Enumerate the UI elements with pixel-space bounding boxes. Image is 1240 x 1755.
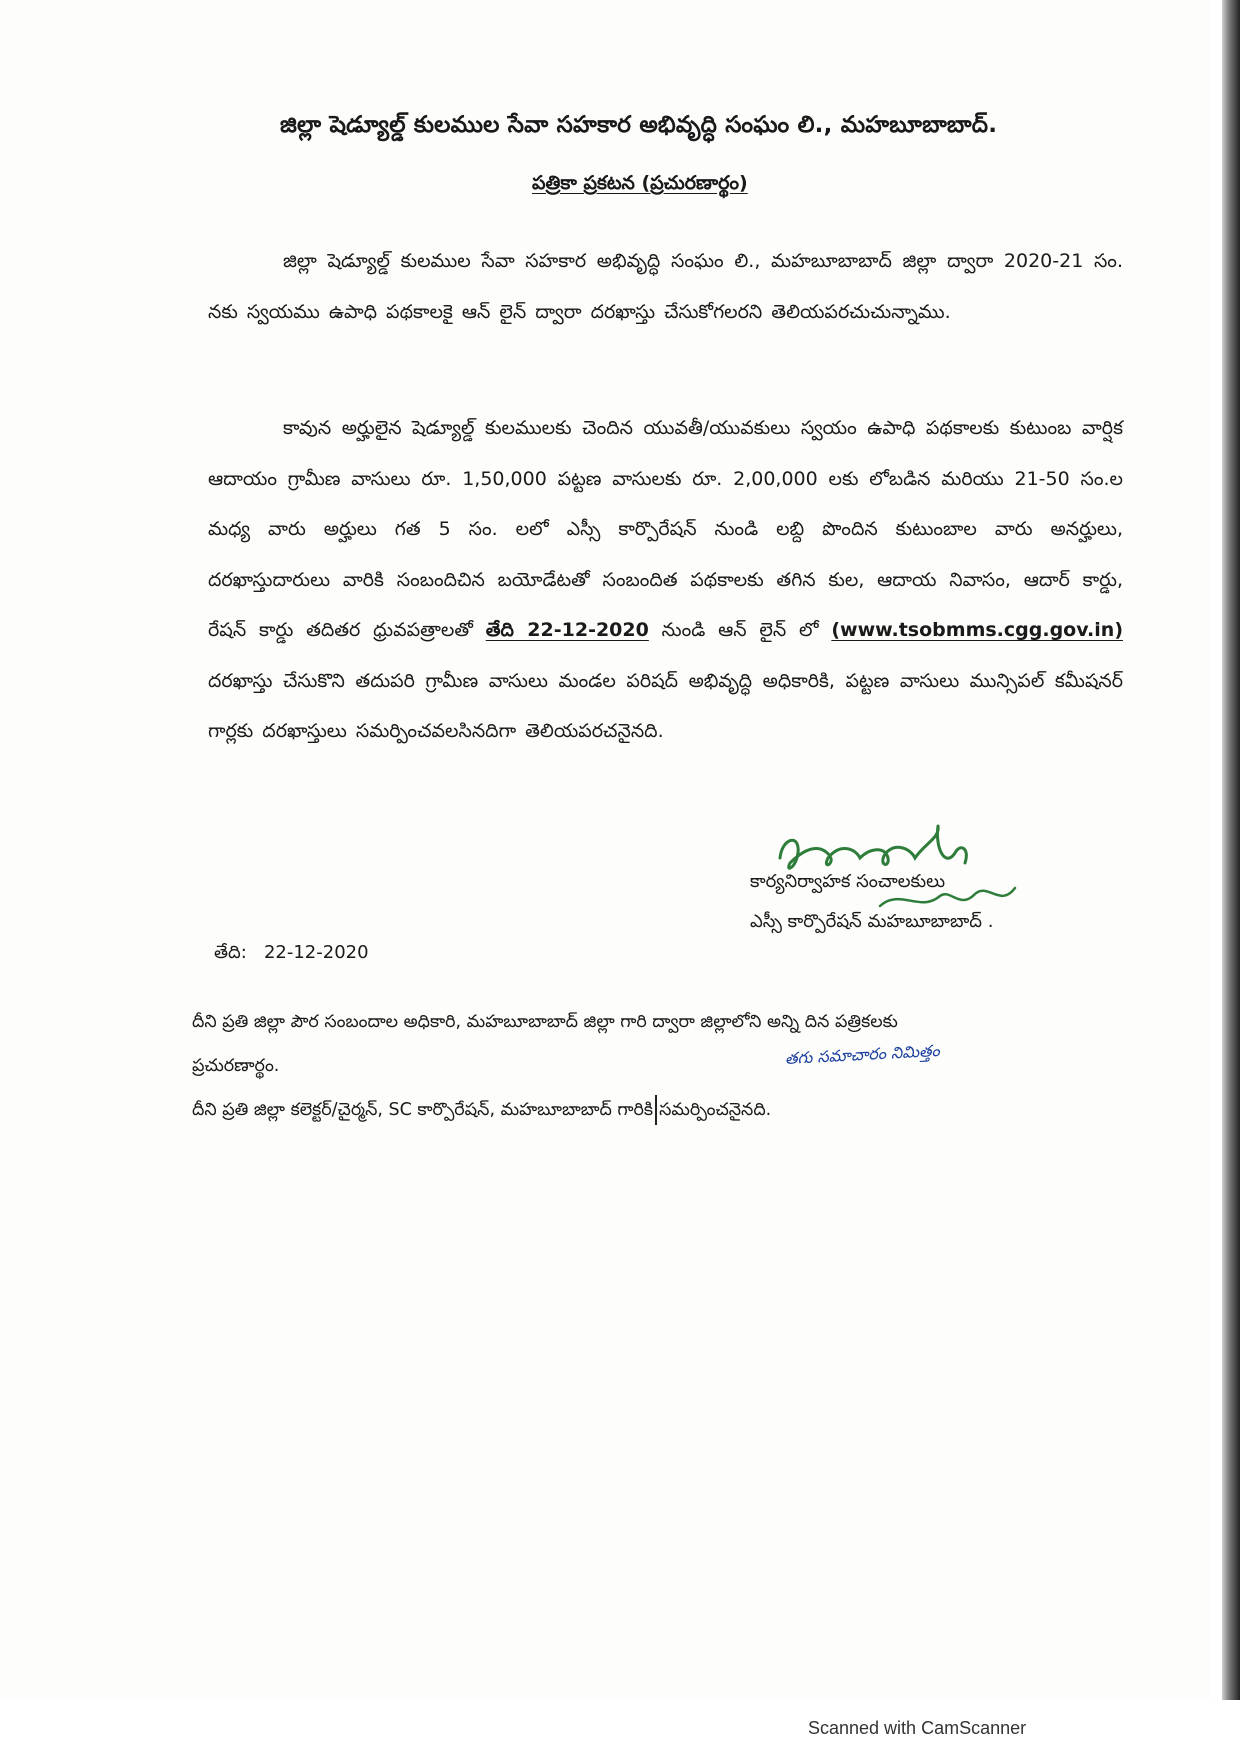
application-url: (www.tsobmms.cgg.gov.in) (831, 619, 1123, 641)
document-subheading: పత్రికా ప్రకటన (ప్రచురణార్థం) (532, 172, 748, 194)
document-date (214, 942, 369, 967)
eligibility-text-a: కావున అర్హులైన షెడ్యూల్డ్ కులములకు చెందిన యువతీ/యువకులు స్వయం ఉపాధి పథకాలకు కుటుంబ వార్షిక ఆదాయం గ్రామీణ వాసులు రూ. 1,50,000 పట్టణ వాసులకు రూ. 2,00,000 లకు లోబడిన మరియు 21-50 సం.ల మధ్య వారు అర్హులు గత 5 సం. లలో ఎస్సీ కార్పొరేషన్ నుండి లబ్ది పొందిన కుటుంబాల వారు అనర్హులు, దరఖాస్తుదారులు వారికి సంబందిచిన బయోడేటతో సంబందిత పథకాలకు తగిన కుల, ఆదాయ నివాసం, ఆదార్ కార్డు, రేషన్ కార్డు తదితర ధ్రువపత్రాలతో (208, 417, 1123, 641)
signatory-title: కార్యనిర్వాహక సంచాలకులు (750, 871, 946, 892)
handwritten-note: తగు సమాచారం నిమిత్తం (784, 1040, 941, 1069)
copy-to-line-2: ప్రచురణార్థం. (192, 1056, 280, 1076)
date-value: 22-12-2020 (263, 942, 369, 963)
signatory-org: ఎస్సీ కార్పొరేషన్ మహబూబాబాద్ . (750, 911, 994, 932)
margin-mark (655, 1095, 657, 1125)
paragraph-eligibility (208, 403, 1123, 757)
eligibility-text-b: నుండి ఆన్ లైన్ లో (661, 619, 819, 641)
signatory-block (750, 862, 1110, 942)
camscanner-watermark: Scanned with CamScanner (808, 1718, 1027, 1738)
copy-to-line-1: దీని ప్రతి జిల్లా పౌర సంబందాల అధికారి, మహబూబాబాద్ జిల్లా గారి ద్వారా జిల్లాలోని అన్ని దిన పత్రికలకు (192, 1012, 898, 1032)
application-start-date: తేది 22-12-2020 (485, 619, 649, 641)
copy-to-block (192, 1000, 1142, 1132)
scan-edge-shadow (1222, 0, 1240, 1755)
scan-footer (0, 1700, 1240, 1755)
date-label: తేది: (214, 942, 247, 963)
paragraph-intro: జిల్లా షెడ్యూల్డ్ కులముల సేవా సహకార అభివృద్ధి సంఘం లి., మహబూబాబాద్ జిల్లా ద్వారా 2020-21 సం. నకు స్వయము ఉపాధి పథకాలకై ఆన్ లైన్ ద్వారా దరఖాస్తు చేసుకోగలరని తెలియపరచుచున్నాము. (208, 250, 1123, 323)
copy-to-line-3 (192, 1088, 1142, 1132)
copy-to-collector-text: దీని ప్రతి జిల్లా కలెక్టర్/చైర్మన్, SC కార్పొరేషన్, మహబూబాబాద్ గారికి (192, 1100, 654, 1120)
eligibility-text-c: దరఖాస్తు చేసుకొని తదుపరి గ్రామీణ వాసులు మండల పరిషద్ అభివృద్ధి అధికారికి, పట్టణ వాసులు మున్సిపల్ కమీషనర్ గార్లకు దరఖాస్తులు సమర్పించవలసినదిగా తెలియపరచనైనది. (208, 669, 1123, 742)
copy-to-submitted-text: సమర్పించనైనది. (659, 1100, 772, 1120)
document-heading: జిల్లా షెడ్యూల్డ్ కులముల సేవా సహకార అభివృద్ధి సంఘం లి., మహబూబాబాద్. (280, 112, 998, 138)
